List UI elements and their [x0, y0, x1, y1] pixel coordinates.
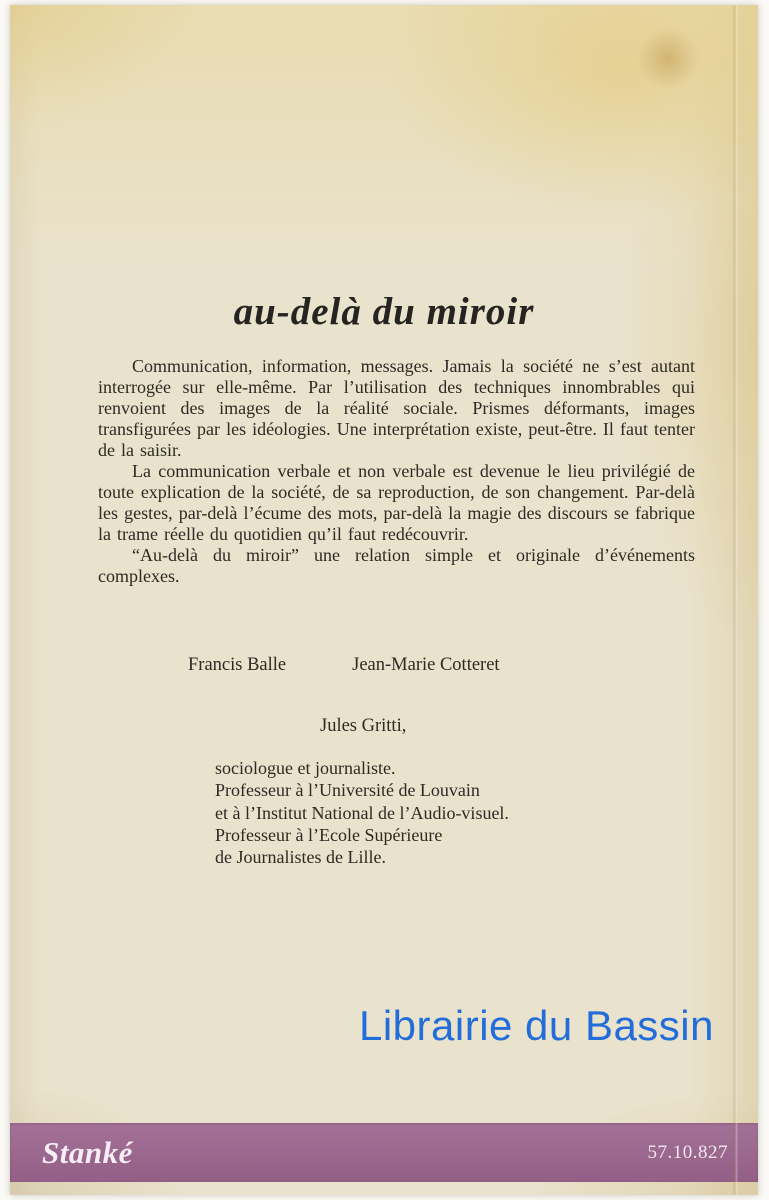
- bookseller-watermark: Librairie du Bassin: [358, 1002, 714, 1049]
- bio-line-4: Professeur à l’Ecole Supérieure: [215, 824, 443, 845]
- catalog-number: 57.10.827: [647, 1141, 728, 1163]
- bio-line-5: de Journalistes de Lille.: [215, 847, 386, 868]
- back-cover-blurb: [98, 356, 695, 587]
- book-title: au-delà du miroir: [233, 290, 535, 333]
- blurb-paragraph-3: “Au-delà du miroir” une relation simple et originale d’événements complexes.: [98, 545, 695, 586]
- contributor-bio: [215, 757, 509, 868]
- bio-line-3: et à l’Institut National de l’Audio-visuel.: [215, 802, 509, 823]
- bio-line-1: sociologue et journaliste.: [215, 758, 396, 778]
- book-back-cover: [10, 5, 758, 1195]
- publisher-logo: Stanké: [42, 1134, 133, 1170]
- blurb-paragraph-1: Communication, information, messages. Jamais la société ne s’est autant interrogée sur elle-même. Par l’utilisation des techniques innombrables qui renvoient des images de la réalité sociale. Prismes déformants, images transfigurées par les idéologies. Une interprétation existe, peut-être. Il faut tenter de la saisir.: [98, 356, 695, 460]
- blurb-paragraph-2: La communication verbale et non verbale est devenue le lieu privilégié de toute explication de la société, de sa reproduction, de son changement. Par-delà les gestes, par-delà l’écume des mots, par-delà la magie des discours se fabrique la trame réelle du quotidien qu’il faut redécouvrir.: [98, 461, 695, 544]
- bio-line-2: Professeur à l’Université de Louvain: [215, 780, 480, 801]
- contributor-name: Jules Gritti,: [320, 716, 407, 736]
- publisher-band: [10, 1123, 758, 1182]
- author-name-2: Jean-Marie Cotteret: [352, 655, 500, 675]
- author-name-1: Francis Balle: [188, 655, 287, 675]
- authors-line: [188, 655, 500, 676]
